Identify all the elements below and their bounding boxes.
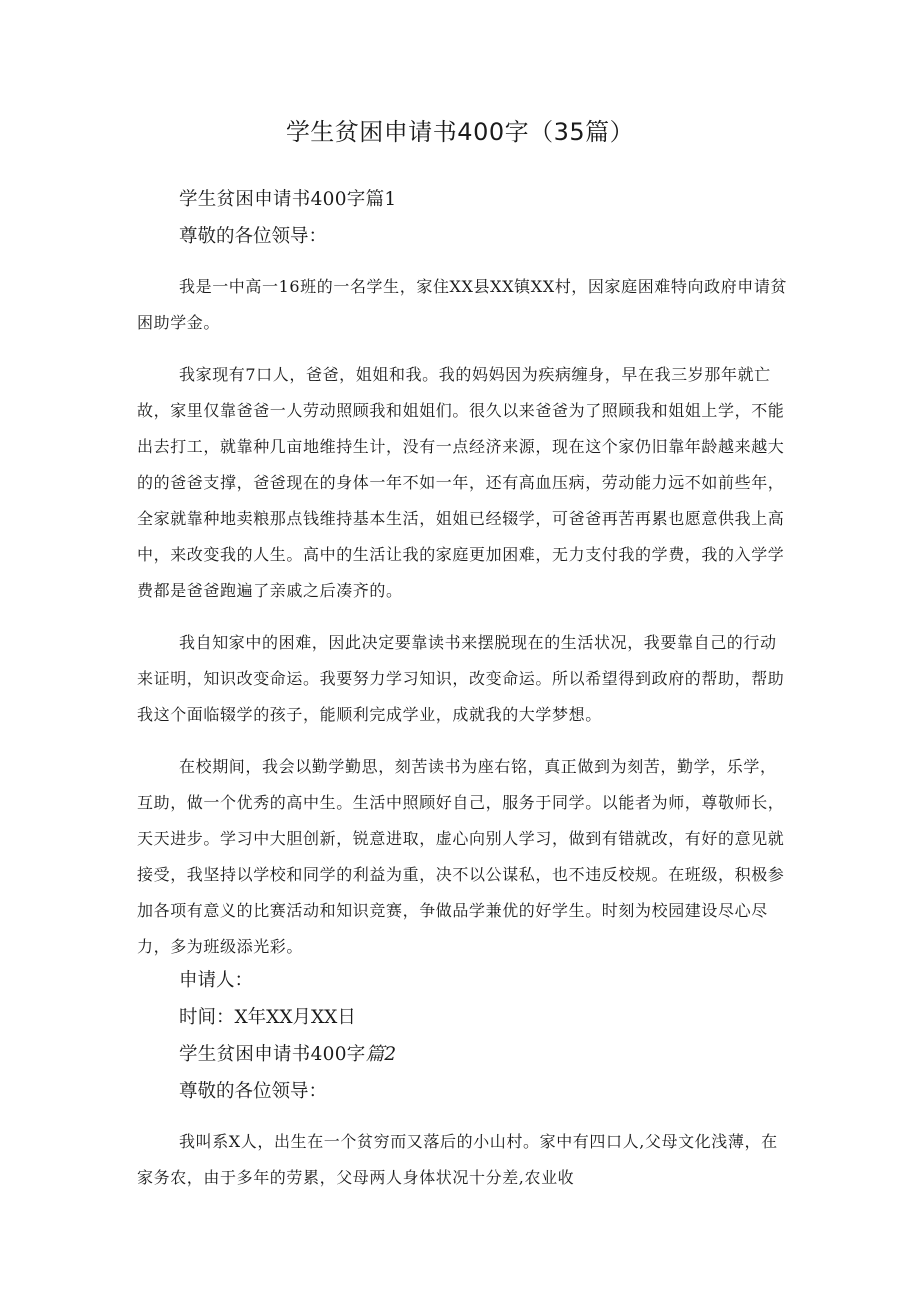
section-1-paragraph-3: 我自知家中的困难，因此决定要靠读书来摆脱现在的生活状况，我要靠自己的行动来证明，知识改变命运。我要努力学习知识，改变命运。所以希望得到政府的帮助，帮助我这个面临辍学的孩子，能顺利完成学业，成就我的大学梦想。 xyxy=(137,633,785,724)
section-1-paragraph-2: 我家现有7口人，爸爸，姐姐和我。我的妈妈因为疾病缠身，早在我三岁那年就亡故，家里仅靠爸爸一人劳动照顾我和姐姐们。很久以来爸爸为了照顾我和姐姐上学，不能出去打工，就靠种几亩地维持生计，没有一点经济来源，现在这个家仍旧靠年龄越来越大的的爸爸支撑，爸爸现在的身体一年不如一年，还有高血压病，劳动能力远不如前些年，全家就靠种地卖粮那点钱维持基本生活，姐姐已经辍学，可爸爸再苦再累也愿意供我上高中，来改变我的人生。高中的生活让我的家庭更加困难，无力支付我的学费，我的入学学费都是爸爸跑遍了亲戚之后凑齐的。 xyxy=(137,365,785,600)
section-1-salutation: 尊敬的各位领导： xyxy=(179,226,328,247)
applicant-label: 申请人： xyxy=(179,970,254,991)
section-1-heading: 学生贫困申请书400字篇1 xyxy=(179,189,397,210)
document-title: 学生贫困申请书400字（35篇） xyxy=(285,118,635,146)
section-1-paragraph-4: 在校期间，我会以勤学勤思，刻苦读书为座右铭，真正做到为刻苦，勤学，乐学，互助，做一个优秀的高中生。生活中照顾好自己，服务于同学。以能者为师，尊敬师长，天天进步。学习中大胆创新，锐意进取，虚心向别人学习，做到有错就改，有好的意见就接受，我坚持以学校和同学的利益为重，决不以公谋私，也不违反校规。在班级，积极参加各项有意义的比赛活动和知识竞赛，争做品学兼优的好学生。时刻为校园建设尽心尽力，多为班级添光彩。 xyxy=(137,757,785,956)
application-date: 时间：X年XX月XX日 xyxy=(179,1007,356,1028)
section-2-paragraph-1: 我叫系X人，出生在一个贫穷而又落后的小山村。家中有四口人,父母文化浅薄，在家务农，由于多年的劳累，父母两人身体状况十分差,农业收 xyxy=(137,1132,778,1187)
section-1-paragraph-1: 我是一中高一16班的一名学生，家住XX县XX镇XX村，因家庭困难特向政府申请贫困助学金。 xyxy=(137,277,788,332)
document-body xyxy=(137,184,789,1196)
section-2-heading-text: 学生贫困申请书400字 xyxy=(179,1044,366,1065)
section-2-heading-number: 篇2 xyxy=(365,1044,397,1065)
section-2-salutation: 尊敬的各位领导： xyxy=(179,1081,328,1102)
section-2-heading xyxy=(137,1039,789,1071)
